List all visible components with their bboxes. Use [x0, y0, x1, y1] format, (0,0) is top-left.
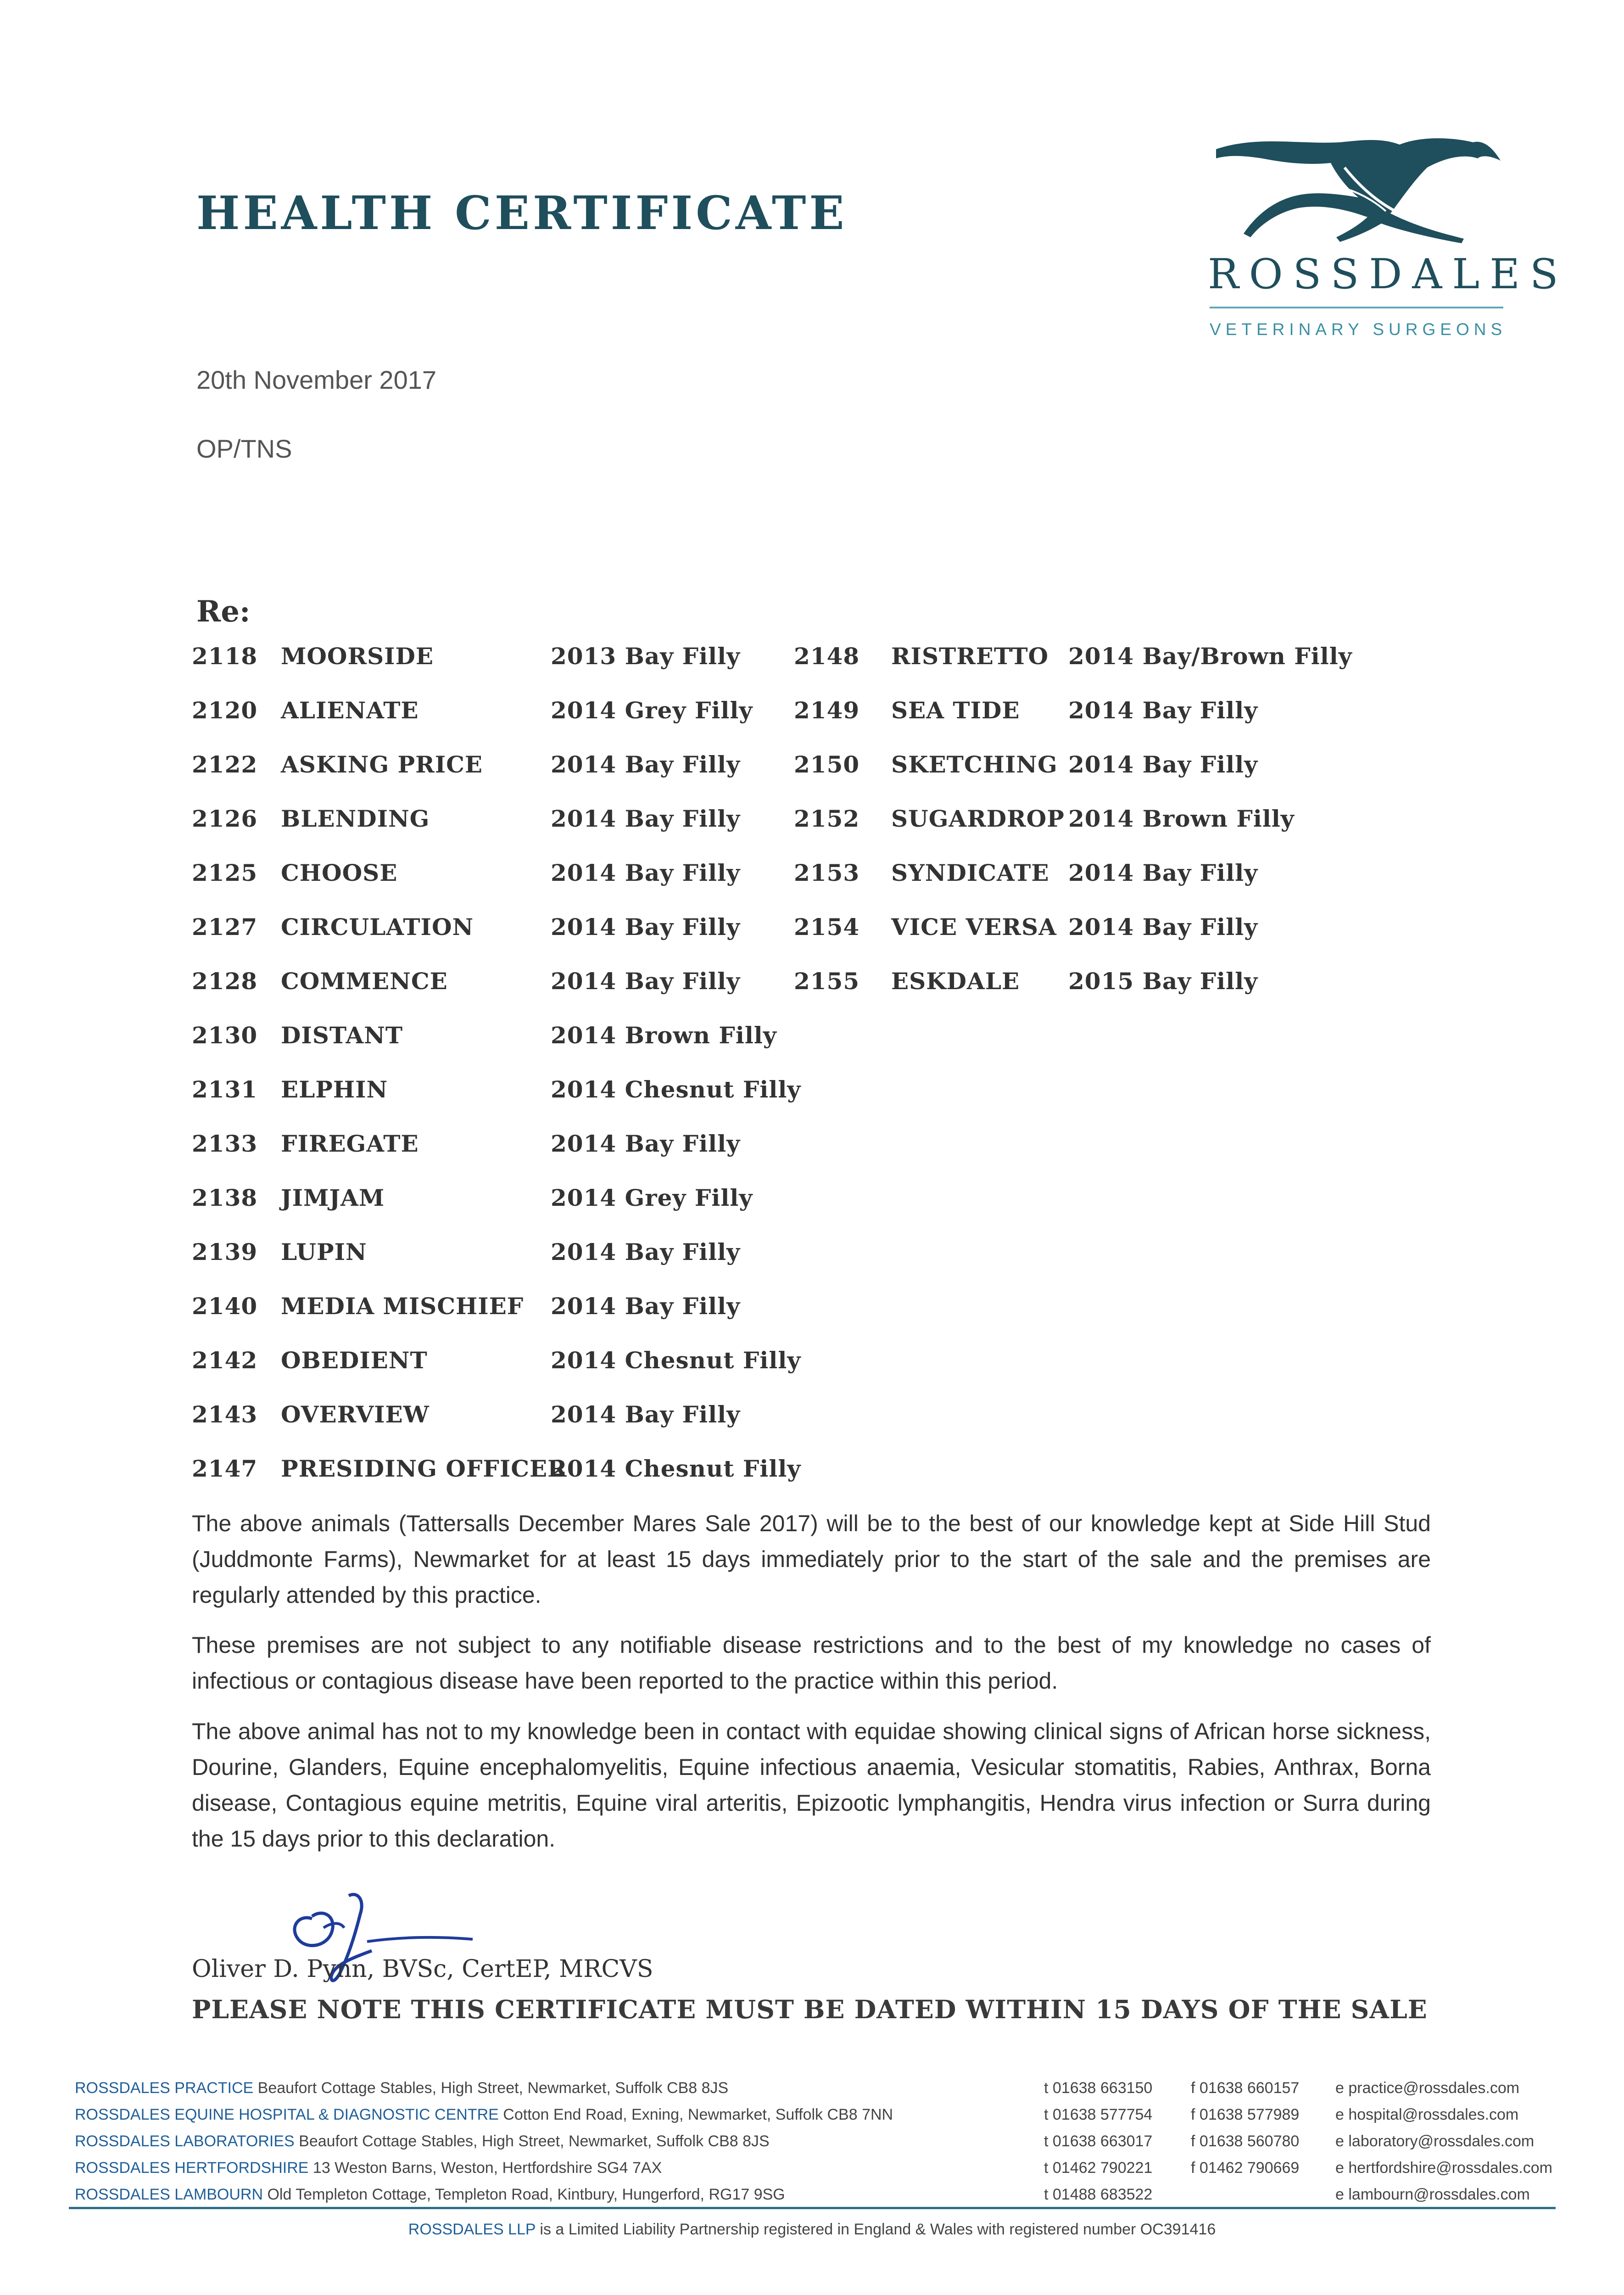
lot-number: 2152: [794, 805, 860, 832]
reference-code: OP/TNS: [196, 434, 292, 463]
horse-name: DISTANT: [281, 1022, 403, 1049]
horse-description: 2014 Brown Filly: [1068, 805, 1295, 832]
certificate-date: 20th November 2017: [196, 365, 437, 394]
branch-fax: f 01638 660157: [1191, 2079, 1300, 2097]
footer-branch: [75, 2079, 728, 2097]
horse-name: CIRCULATION: [281, 913, 474, 940]
horse-description: 2014 Bay Filly: [1068, 913, 1258, 940]
lot-number: 2142: [192, 1347, 258, 1374]
horse-name: RISTRETTO: [891, 643, 1049, 670]
signer-name: Oliver D. Pynn, BVSc, CertEP, MRCVS: [192, 1955, 653, 1983]
horse-name: MOORSIDE: [281, 643, 434, 670]
lot-number: 2133: [192, 1130, 258, 1157]
horse-logo-icon: [1207, 117, 1501, 255]
branch-name: ROSSDALES HERTFORDSHIRE: [75, 2159, 309, 2177]
horse-description: 2014 Bay Filly: [551, 751, 741, 778]
re-label: Re:: [196, 594, 251, 629]
lot-number: 2122: [192, 751, 258, 778]
horse-name: ASKING PRICE: [281, 751, 483, 778]
paragraph-restrictions: These premises are not subject to any notifiable disease restrictions and to the best of my knowledge no cases of infectious or contagious disease have been reported to the practice within this period.: [192, 1632, 1431, 1694]
horse-name: ESKDALE: [891, 968, 1020, 995]
horse-description: 2014 Grey Filly: [551, 1184, 753, 1211]
lot-number: 2148: [794, 643, 860, 670]
lot-number: 2149: [794, 697, 860, 724]
horse-name: FIREGATE: [281, 1130, 419, 1157]
branch-phone: t 01638 663017: [1044, 2133, 1153, 2150]
branch-email[interactable]: e practice@rossdales.com: [1335, 2079, 1520, 2097]
llp-statement: [0, 2221, 1624, 2239]
horse-name: JIMJAM: [281, 1184, 385, 1211]
horse-name: CHOOSE: [281, 859, 398, 886]
horse-description: 2014 Bay Filly: [551, 805, 741, 832]
footer-branch: [75, 2159, 662, 2177]
horse-description: 2014 Chesnut Filly: [551, 1076, 801, 1103]
branch-email[interactable]: e lambourn@rossdales.com: [1335, 2186, 1530, 2203]
horse-description: 2014 Bay Filly: [1068, 751, 1258, 778]
lot-number: 2155: [794, 968, 860, 995]
lot-number: 2131: [192, 1076, 258, 1103]
horse-description: 2014 Bay Filly: [1068, 859, 1258, 886]
branch-phone: t 01488 683522: [1044, 2186, 1153, 2203]
horse-name: OVERVIEW: [281, 1401, 430, 1428]
paragraph-premises: The above animals (Tattersalls December Mares Sale 2017) will be to the best of our knowledge kept at Side Hill Stud (Juddmonte Farms), Newmarket for at least 15 days immediately prior to the start of the sale and the premises are regularly attended by this practice.: [192, 1511, 1431, 1608]
branch-name: ROSSDALES LABORATORIES: [75, 2133, 295, 2150]
horse-description: 2014 Bay Filly: [551, 1130, 741, 1157]
document-title: HEALTH CERTIFICATE: [196, 186, 848, 240]
horse-name: OBEDIENT: [281, 1347, 428, 1374]
footer-branch: [75, 2106, 893, 2124]
llp-name: ROSSDALES LLP: [408, 2221, 536, 2238]
horse-name: VICE VERSA: [891, 913, 1057, 940]
llp-text: is a Limited Liability Partnership registered in England & Wales with registered number OC391416: [540, 2221, 1216, 2238]
logo-subtitle: VETERINARY SURGEONS: [1210, 320, 1507, 339]
branch-phone: t 01462 790221: [1044, 2159, 1153, 2177]
branch-phone: t 01638 663150: [1044, 2079, 1153, 2097]
horse-description: 2014 Chesnut Filly: [551, 1455, 801, 1482]
horse-name: SUGARDROP: [891, 805, 1065, 832]
horse-description: 2014 Chesnut Filly: [551, 1347, 801, 1374]
logo-name: ROSSDALES: [1208, 250, 1568, 298]
lot-number: 2154: [794, 913, 860, 940]
lot-number: 2128: [192, 968, 258, 995]
branch-email[interactable]: e laboratory@rossdales.com: [1335, 2133, 1535, 2150]
branch-address: 13 Weston Barns, Weston, Hertfordshire SG4 7AX: [313, 2159, 662, 2177]
lot-number: 2147: [192, 1455, 258, 1482]
footer-divider: [69, 2207, 1556, 2209]
lot-number: 2130: [192, 1022, 258, 1049]
horse-description: 2014 Grey Filly: [551, 697, 753, 724]
horse-name: SYNDICATE: [891, 859, 1049, 886]
horse-description: 2014 Bay/Brown Filly: [1068, 643, 1352, 670]
horse-description: 2015 Bay Filly: [1068, 968, 1258, 995]
horse-description: 2013 Bay Filly: [551, 643, 741, 670]
branch-address: Cotton End Road, Exning, Newmarket, Suffolk CB8 7NN: [503, 2106, 893, 2123]
branch-address: Beaufort Cottage Stables, High Street, Newmarket, Suffolk CB8 8JS: [257, 2079, 729, 2097]
branch-name: ROSSDALES LAMBOURN: [75, 2186, 263, 2203]
branch-fax: f 01638 560780: [1191, 2133, 1300, 2150]
horse-description: 2014 Bay Filly: [551, 968, 741, 995]
lot-number: 2140: [192, 1293, 258, 1320]
paragraph-diseases: The above animal has not to my knowledge been in contact with equidae showing clinical signs of African horse sickness, Dourine, Glanders, Equine encephalomyelitis, Equine infectious anaemia, Vesicular stomatitis, Rabies, Anthrax, Borna disease, Contagious equine metritis, Equine viral arteritis, Epizootic lymphangitis, Hendra virus infection or Surra during the 15 days prior to this declaration.: [192, 1718, 1431, 1852]
branch-address: Old Templeton Cottage, Templeton Road, Kintbury, Hungerford, RG17 9SG: [267, 2186, 785, 2203]
horse-description: 2014 Bay Filly: [551, 913, 741, 940]
horse-description: 2014 Bay Filly: [551, 1401, 741, 1428]
branch-email[interactable]: e hertfordshire@rossdales.com: [1335, 2159, 1552, 2177]
horse-name: SKETCHING: [891, 751, 1058, 778]
horse-name: PRESIDING OFFICER: [281, 1455, 567, 1482]
horse-description: 2014 Brown Filly: [551, 1022, 777, 1049]
horse-description: 2014 Bay Filly: [551, 1293, 741, 1320]
branch-name: ROSSDALES PRACTICE: [75, 2079, 254, 2097]
lot-number: 2153: [794, 859, 860, 886]
horse-name: SEA TIDE: [891, 697, 1020, 724]
lot-number: 2120: [192, 697, 258, 724]
horse-description: 2014 Bay Filly: [551, 1238, 741, 1265]
footer-branch: [75, 2186, 785, 2204]
horse-name: MEDIA MISCHIEF: [281, 1293, 524, 1320]
horse-name: ALIENATE: [281, 697, 419, 724]
lot-number: 2143: [192, 1401, 258, 1428]
lot-number: 2127: [192, 913, 258, 940]
logo-divider: [1210, 307, 1503, 308]
sale-date-note: PLEASE NOTE THIS CERTIFICATE MUST BE DATED WITHIN 15 DAYS OF THE SALE: [192, 1994, 1428, 2024]
horse-name: BLENDING: [281, 805, 430, 832]
branch-email[interactable]: e hospital@rossdales.com: [1335, 2106, 1519, 2123]
lot-number: 2138: [192, 1184, 258, 1211]
branch-fax: f 01638 577989: [1191, 2106, 1300, 2123]
lot-number: 2118: [192, 643, 258, 670]
lot-number: 2139: [192, 1238, 258, 1265]
horse-description: 2014 Bay Filly: [551, 859, 741, 886]
horse-description: 2014 Bay Filly: [1068, 697, 1258, 724]
branch-phone: t 01638 577754: [1044, 2106, 1153, 2123]
lot-number: 2150: [794, 751, 860, 778]
lot-number: 2126: [192, 805, 258, 832]
horse-name: ELPHIN: [281, 1076, 388, 1103]
branch-name: ROSSDALES EQUINE HOSPITAL & DIAGNOSTIC CENTRE: [75, 2106, 499, 2123]
branch-address: Beaufort Cottage Stables, High Street, Newmarket, Suffolk CB8 8JS: [299, 2133, 770, 2150]
horse-name: COMMENCE: [281, 968, 448, 995]
lot-number: 2125: [192, 859, 258, 886]
branch-fax: f 01462 790669: [1191, 2159, 1300, 2177]
footer-branch: [75, 2133, 770, 2150]
horse-name: LUPIN: [281, 1238, 367, 1265]
